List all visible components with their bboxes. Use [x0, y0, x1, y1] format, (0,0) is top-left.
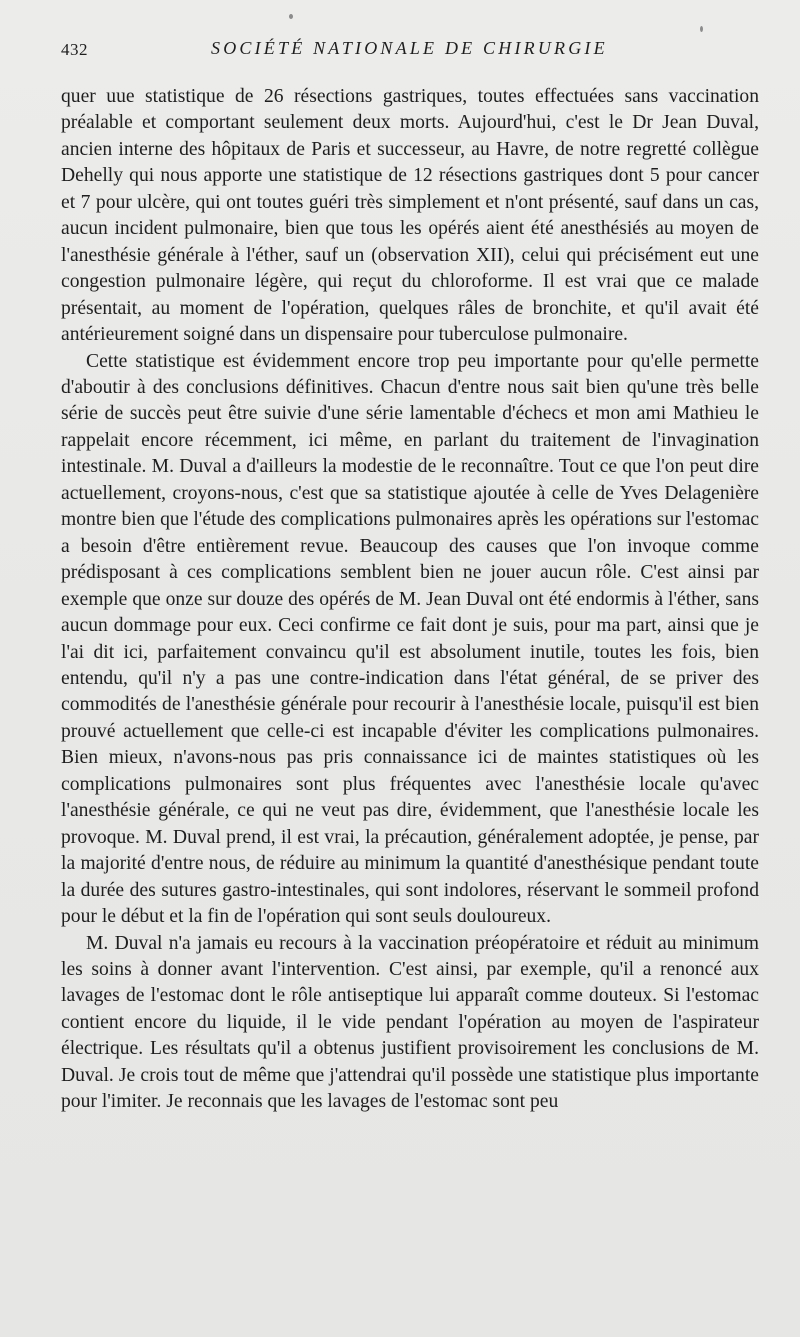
- running-title: SOCIÉTÉ NATIONALE DE CHIRURGIE: [211, 38, 608, 58]
- ink-speck: [289, 14, 293, 19]
- paragraph: quer uue statistique de 26 résections gastriques, toutes effectuées sans vaccination préalable et comportant seulement deux morts. Aujourd'hui, c'est le Dr Jean Duval, ancien interne des hôpitaux de Paris et successeur, au Havre, de notre regretté collègue Dehelly qui nous apporte une statistique de 12 résections gastriques dont 5 pour cancer et 7 pour ulcère, qui ont toutes guéri très simplement et n'ont présenté, sauf dans un cas, aucun incident pulmonaire, bien que tous les opérés aient été anesthésiés au moyen de l'anesthésie générale à l'éther, sauf un (observation XII), celui qui précisément eut une congestion pulmonaire légère, qui reçut du chloroforme. Il est vrai que ce malade présentait, au moment de l'opération, quelques râles de bronchite, et qu'il avait été antérieurement soigné dans un dispensaire pour tuberculose pulmonaire.: [61, 86, 759, 346]
- paragraph: Cette statistique est évidemment encore trop peu importante pour qu'elle permette d'aboutir à des conclusions définitives. Chacun d'entre nous sait bien qu'une très belle série de succès peut être suivie d'une série lamentable d'échecs et mon ami Mathieu le rappelait encore récemment, ici même, en parlant du traitement de l'invagination intestinale. M. Duval a d'ailleurs la modestie de le reconnaître. Tout ce que l'on peut dire actuellement, croyons-nous, c'est que sa statistique ajoutée à celle de Yves Delagenière montre bien que l'étude des complications pulmonaires après les opérations sur l'estomac a besoin d'être entièrement revue. Beaucoup des causes que l'on invoque comme prédisposant à ces complications semblent bien ne jouer aucun rôle. C'est ainsi par exemple que onze sur douze des opérés de M. Jean Duval ont été endormis à l'éther, sans aucun dommage pour eux. Ceci confirme ce fait dont je suis, pour ma part, ainsi que je l'ai dit ici, parfaitement convaincu qu'il est absolument inutile, toutes les fois, bien entendu, qu'il n'y a pas une contre-indication dans l'état général, de se priver des commodités de l'anesthésie générale pour recourir à l'anesthésie locale, puisqu'il est bien prouvé actuellement que celle-ci est incapable d'éviter les complications pulmonaires. Bien mieux, n'avons-nous pas pris connaissance ici de maintes statistiques où les complications pulmonaires sont plus fréquentes avec l'anesthésie locale qu'avec l'anesthésie générale, ce qui ne veut pas dire, évidemment, que l'anesthésie locale les provoque. M. Duval prend, il est vrai, la précaution, généralement adoptée, je pense, par la majorité d'entre nous, de réduire au minimum la quantité d'anesthésique pendant toute la durée des sutures gastro-intestinales, qui sont indolores, réservant le sommeil profond pour le début et la fin de l'opération qui sont seuls douloureux.: [61, 350, 759, 928]
- page-number: 432: [61, 40, 88, 59]
- ink-speck: [700, 26, 703, 32]
- running-header: [61, 36, 741, 66]
- body-text: [61, 84, 759, 1116]
- paragraph: M. Duval n'a jamais eu recours à la vaccination préopératoire et réduit au minimum les soins à donner avant l'intervention. C'est ainsi, par exemple, qu'il a renoncé aux lavages de l'estomac dont le rôle antiseptique lui apparaît comme douteux. Si l'estomac contient encore du liquide, il le vide pendant l'opération au moyen de l'aspirateur électrique. Les résultats qu'il a obtenus justifient provisoirement les conclusions de M. Duval. Je crois tout de même que j'attendrai qu'il possède une statistique plus importante pour l'imiter. Je reconnais que les lavages de l'estomac sont peu: [61, 932, 759, 1113]
